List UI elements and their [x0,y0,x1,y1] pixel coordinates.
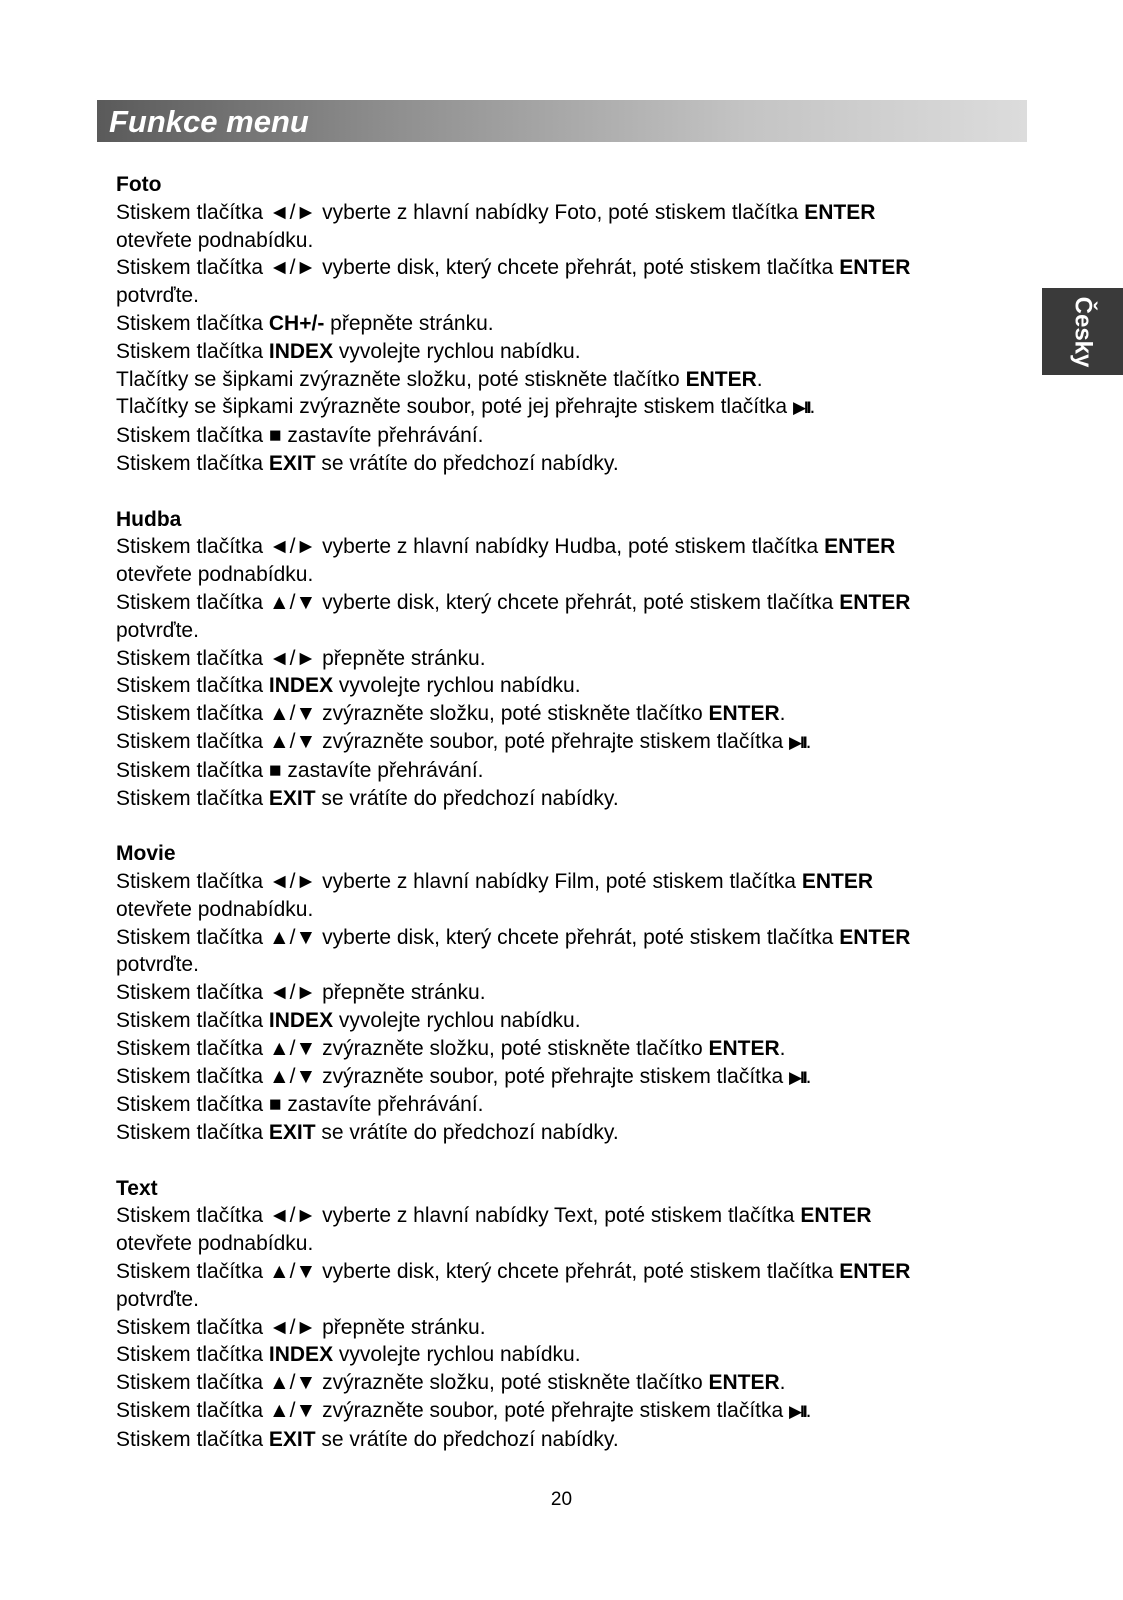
text-segment: Stiskem tlačítka [116,451,269,475]
text-segment: se vrátíte do předchozí nabídky. [315,1121,619,1145]
text-segment: Stiskem tlačítka [116,1121,269,1145]
text-segment: vyvolejte rychlou nabídku. [333,339,581,363]
arrow-keys-icon: ▲/▼ [268,1399,317,1423]
text-segment: vyvolejte rychlou nabídku. [333,1343,581,1367]
instruction-line [116,728,1036,757]
instruction-line [116,924,1036,952]
section-text [116,1175,1036,1454]
text-segment: Stiskem tlačítka [116,339,269,363]
text-segment: Stiskem tlačítka [116,1008,269,1032]
text-segment: Stiskem tlačítka [116,1427,269,1451]
text-segment: se vrátíte do předchozí nabídky. [315,451,619,475]
section-hudba [116,506,1036,813]
arrow-keys-icon: ◄/► [268,981,317,1005]
text-segment: vyberte z hlavní nabídky Hudba, poté stiskem tlačítka [316,535,825,559]
text-segment: . [756,367,763,391]
header-bar [97,100,1027,142]
instruction-line [116,1426,1036,1454]
key-name: EXIT [268,1121,316,1145]
arrow-keys-icon: ▲/▼ [268,1036,317,1060]
key-name: EXIT [268,786,316,810]
instruction-line [116,254,1036,282]
instruction-line [116,951,1036,979]
text-segment: Stiskem tlačítka [116,1204,269,1228]
key-name: INDEX [268,1343,334,1367]
page-title: Funkce menu [109,104,309,139]
arrow-keys-icon: ▲/▼ [268,1260,317,1284]
text-segment: vyberte disk, který chcete přehrát, poté stiskem tlačítka [316,590,840,614]
instruction-line [116,1230,1036,1258]
instruction-line [116,617,1036,645]
key-name: ENTER [685,367,757,391]
stop-icon: ■ [268,1093,282,1117]
play-pause-icon: ▶II [789,732,806,752]
key-name: ENTER [804,200,876,224]
text-segment: Stiskem tlačítka [116,1343,269,1367]
text-segment: . [805,1064,812,1088]
play-pause-icon: ▶II [789,1402,806,1422]
text-segment: zastavíte přehrávání. [281,424,484,448]
text-segment: přepněte stránku. [316,646,486,670]
arrow-keys-icon: ◄/► [268,1204,317,1228]
instruction-line [116,282,1036,310]
instruction-line [116,1119,1036,1147]
text-segment: . [805,729,812,753]
instruction-line [116,589,1036,617]
text-segment: otevřete podnabídku. [116,897,314,921]
arrow-keys-icon: ◄/► [268,256,317,280]
instruction-line [116,450,1036,478]
text-segment: Stiskem tlačítka [116,424,269,448]
language-tab [1042,288,1123,375]
section-title: Hudba [116,507,182,531]
text-segment: Stiskem tlačítka [116,535,269,559]
arrow-keys-icon: ▲/▼ [268,729,317,753]
text-segment: . [779,1036,786,1060]
text-segment: Stiskem tlačítka [116,758,269,782]
text-segment: . [805,1399,812,1423]
text-segment: Stiskem tlačítka [116,702,269,726]
text-segment: otevřete podnabídku. [116,1232,314,1256]
text-segment: Stiskem tlačítka [116,590,269,614]
text-segment: otevřete podnabídku. [116,563,314,587]
text-segment: vyvolejte rychlou nabídku. [333,1008,581,1032]
key-name: ENTER [800,1204,872,1228]
document-body [116,171,1036,1481]
key-name: ENTER [708,702,780,726]
text-segment: potvrďte. [116,618,199,642]
key-name: INDEX [268,1008,334,1032]
key-name: ENTER [839,590,911,614]
text-segment: se vrátíte do předchozí nabídky. [315,1427,619,1451]
section-title: Text [116,1176,158,1200]
text-segment: přepněte stránku. [316,981,486,1005]
text-segment: zvýrazněte složku, poté stiskněte tlačítko [316,1371,709,1395]
text-segment: Stiskem tlačítka [116,311,269,335]
arrow-keys-icon: ◄/► [268,200,317,224]
key-name: CH+/- [268,311,325,335]
instruction-line [116,310,1036,338]
text-segment: Stiskem tlačítka [116,729,269,753]
arrow-keys-icon: ◄/► [268,535,317,559]
stop-icon: ■ [268,424,282,448]
instruction-line [116,422,1036,450]
play-pause-icon: ▶II [792,398,810,418]
text-segment: Tlačítky se šipkami zvýrazněte soubor, poté jej přehrajte stiskem tlačítka [116,395,793,419]
text-segment: vyberte disk, který chcete přehrát, poté stiskem tlačítka [316,256,840,280]
text-segment: přepněte stránku. [316,1315,486,1339]
page-number: 20 [550,1489,573,1510]
key-name: EXIT [268,1427,316,1451]
instruction-line [116,1341,1036,1369]
text-segment: potvrďte. [116,953,199,977]
text-segment: zastavíte přehrávání. [281,1093,484,1117]
instruction-line [116,533,1036,561]
text-segment: . [809,395,816,419]
text-segment: Stiskem tlačítka [116,981,269,1005]
key-name: ENTER [839,256,911,280]
text-segment: potvrďte. [116,284,199,308]
arrow-keys-icon: ▲/▼ [268,1064,317,1088]
arrow-keys-icon: ▲/▼ [268,590,317,614]
text-segment: Stiskem tlačítka [116,1064,269,1088]
text-segment: Stiskem tlačítka [116,256,269,280]
key-name: INDEX [268,339,334,363]
text-segment: . [779,702,786,726]
text-segment: vyvolejte rychlou nabídku. [333,674,581,698]
arrow-keys-icon: ▲/▼ [268,702,317,726]
instruction-line [116,1007,1036,1035]
arrow-keys-icon: ◄/► [268,1315,317,1339]
key-name: ENTER [801,869,874,893]
text-segment: Tlačítky se šipkami zvýrazněte složku, poté stiskněte tlačítko [116,367,686,391]
text-segment: . [779,1371,786,1395]
arrow-keys-icon: ◄/► [268,869,317,893]
instruction-line [116,1202,1036,1230]
play-pause-icon: ▶II [789,1067,806,1087]
key-name: ENTER [839,1260,911,1284]
text-segment: se vrátíte do předchozí nabídky. [315,786,619,810]
text-segment: zvýrazněte složku, poté stiskněte tlačítko [316,702,709,726]
section-foto [116,171,1036,478]
instruction-line [116,757,1036,785]
text-segment: Stiskem tlačítka [116,1399,269,1423]
instruction-line [116,672,1036,700]
key-name: ENTER [824,535,896,559]
instruction-line [116,896,1036,924]
text-segment: vyberte z hlavní nabídky Foto, poté stiskem tlačítka [316,200,805,224]
key-name: ENTER [708,1036,780,1060]
instruction-line [116,393,1036,422]
text-segment: přepněte stránku. [324,311,494,335]
key-name: EXIT [268,451,316,475]
key-name: ENTER [708,1371,780,1395]
text-segment: Stiskem tlačítka [116,786,269,810]
instruction-line [116,700,1036,728]
key-name: ENTER [839,925,911,949]
instruction-line [116,561,1036,589]
section-movie [116,840,1036,1147]
text-segment: otevřete podnabídku. [116,228,314,252]
text-segment: zvýrazněte soubor, poté přehrajte stiskem tlačítka [316,729,790,753]
text-segment: vyberte disk, který chcete přehrát, poté stiskem tlačítka [316,925,840,949]
text-segment: Stiskem tlačítka [116,1315,269,1339]
instruction-line [116,1286,1036,1314]
instruction-line [116,979,1036,1007]
text-segment: Stiskem tlačítka [116,869,269,893]
instruction-line [116,1258,1036,1286]
text-segment: zvýrazněte složku, poté stiskněte tlačítko [316,1036,709,1060]
section-title: Foto [116,173,162,196]
text-segment: zvýrazněte soubor, poté přehrajte stiskem tlačítka [316,1064,790,1088]
text-segment: vyberte z hlavní nabídky Film, poté stiskem tlačítka [316,869,802,893]
text-segment: zvýrazněte soubor, poté přehrajte stiskem tlačítka [316,1399,790,1423]
text-segment: Stiskem tlačítka [116,674,269,698]
text-segment: vyberte disk, který chcete přehrát, poté stiskem tlačítka [316,1260,840,1284]
instruction-line [116,1369,1036,1397]
stop-icon: ■ [268,758,282,782]
text-segment: Stiskem tlačítka [116,925,269,949]
key-name: INDEX [268,674,334,698]
text-segment: Stiskem tlačítka [116,1371,269,1395]
arrow-keys-icon: ▲/▼ [268,1371,317,1395]
instruction-line [116,1091,1036,1119]
text-segment: Stiskem tlačítka [116,646,269,670]
arrow-keys-icon: ◄/► [268,646,317,670]
text-segment: Stiskem tlačítka [116,1036,269,1060]
text-segment: zastavíte přehrávání. [281,758,484,782]
instruction-line [116,1035,1036,1063]
text-segment: Stiskem tlačítka [116,200,269,224]
instruction-line [116,785,1036,813]
instruction-line [116,868,1036,896]
instruction-line [116,645,1036,673]
text-segment: vyberte z hlavní nabídky Text, poté stiskem tlačítka [316,1204,801,1228]
instruction-line [116,227,1036,255]
language-tab-label: Česky [1069,296,1097,367]
section-title: Movie [116,842,176,866]
text-segment: potvrďte. [116,1287,199,1311]
instruction-line [116,199,1036,227]
instruction-line [116,366,1036,394]
text-segment: Stiskem tlačítka [116,1260,269,1284]
instruction-line [116,1063,1036,1092]
instruction-line [116,1314,1036,1342]
instruction-line [116,1397,1036,1426]
instruction-line [116,338,1036,366]
text-segment: Stiskem tlačítka [116,1093,269,1117]
arrow-keys-icon: ▲/▼ [268,925,317,949]
